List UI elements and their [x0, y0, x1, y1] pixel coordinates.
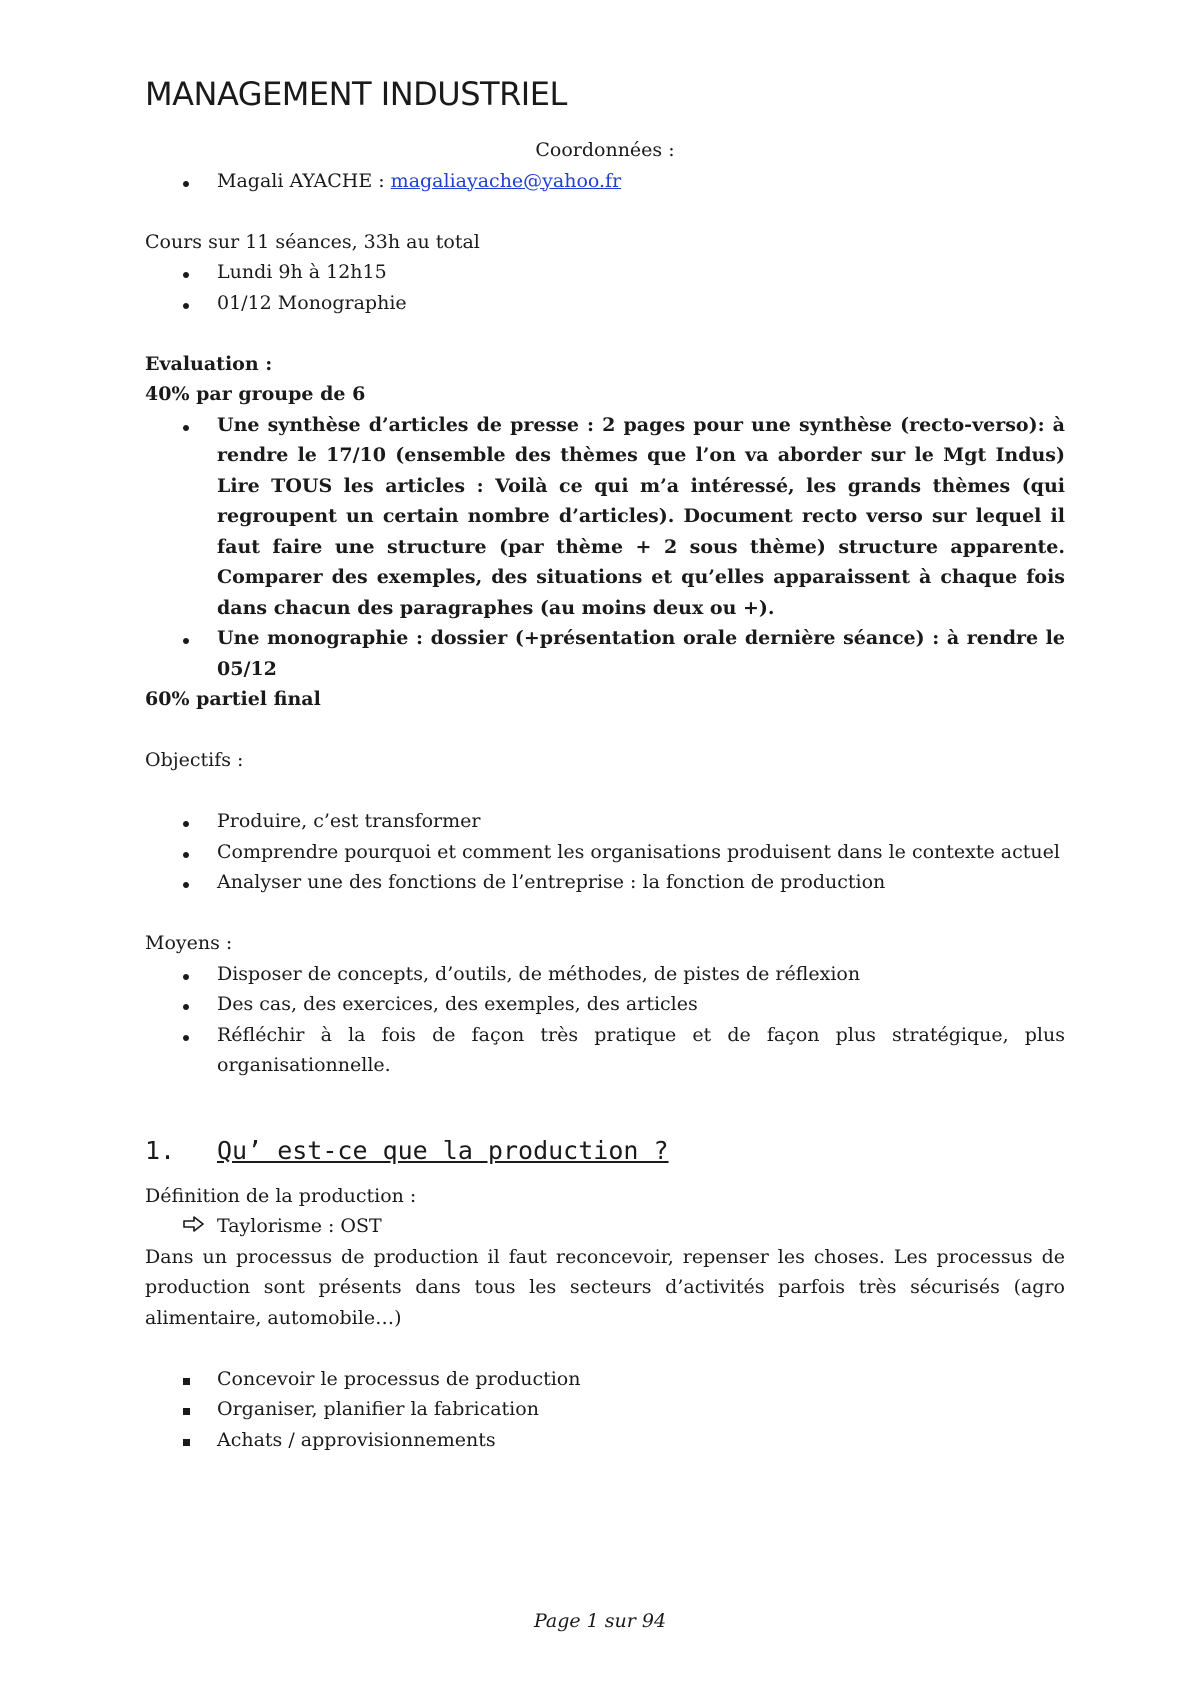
list-item: Concevoir le processus de production [145, 1364, 1065, 1395]
bullet-square-icon [183, 1364, 203, 1395]
section-title: Qu’ est-ce que la production ? [217, 1135, 669, 1165]
email-link[interactable]: magaliayache@yahoo.fr [390, 169, 622, 192]
list-item: Des cas, des exercices, des exemples, des articles [145, 989, 1065, 1020]
bullet-dot-icon [183, 623, 203, 654]
contact-heading: Coordonnées : [535, 139, 675, 161]
list-item: 01/12 Monographie [145, 288, 1065, 319]
bullet-dot-icon [183, 867, 203, 898]
bullet-dot-icon [183, 1020, 203, 1051]
document-title: MANAGEMENT INDUSTRIEL [145, 75, 567, 113]
list-item: Disposer de concepts, d’outils, de méthodes, de pistes de réflexion [145, 959, 1065, 990]
bullet-dot-icon [183, 959, 203, 990]
evaluation-final: 60% partiel final [145, 688, 321, 710]
section-heading [145, 1131, 1065, 1171]
bullet-dot-icon [183, 837, 203, 868]
objectifs-heading: Objectifs : [145, 749, 244, 771]
contact-name: Magali AYACHE : [217, 169, 391, 192]
bullet-dot-icon [183, 410, 203, 441]
course-intro: Cours sur 11 séances, 33h au total [145, 230, 480, 253]
evaluation-group: 40% par groupe de 6 [145, 383, 366, 405]
definition-label: Définition de la production : [145, 1184, 417, 1207]
list-item: Une synthèse d’articles de presse : 2 pages pour une synthèse (recto-verso): à rendre le 17/10 (ensemble des thèmes que l’on va aborder sur le Mgt Indus) Lire TOUS les articles : Voilà ce qui m’a intéressé, les grands thèmes (qui regroupent un certain nombre d’articles). Document recto verso sur lequel il faut faire une structure (par thème + 2 sous thème) structure apparente. Comparer des exemples, des situations et qu’elles apparaissent à chaque fois dans chacun des paragraphes (au moins deux ou +). [145, 410, 1065, 624]
list-item: Comprendre pourquoi et comment les organisations produisent dans le contexte actuel [145, 837, 1065, 868]
arrow-item: Taylorisme : OST [145, 1211, 1065, 1242]
page-content [145, 70, 1065, 1455]
bullet-square-icon [183, 1425, 203, 1456]
bullet-dot-icon [183, 288, 203, 319]
list-item: Une monographie : dossier (+présentation orale dernière séance) : à rendre le 05/12 [145, 623, 1065, 684]
list-item: Organiser, planifier la fabrication [145, 1394, 1065, 1425]
contact-item [145, 166, 1065, 197]
moyens-heading: Moyens : [145, 932, 233, 954]
evaluation-heading: Evaluation : [145, 352, 273, 375]
list-item: Achats / approvisionnements [145, 1425, 1065, 1456]
section-paragraph: Dans un processus de production il faut reconcevoir, repenser les choses. Les processus de production sont présents dans tous les secteurs d’activités parfois très sécurisés (agro alimentaire, automobile…) [145, 1245, 1065, 1329]
bullet-dot-icon [183, 989, 203, 1020]
arrow-right-icon [183, 1211, 217, 1242]
section-number: 1. [145, 1135, 176, 1165]
list-item: Produire, c’est transformer [145, 806, 1065, 837]
bullet-square-icon [183, 1394, 203, 1425]
list-item: Réfléchir à la fois de façon très pratique et de façon plus stratégique, plus organisationnelle. [145, 1020, 1065, 1081]
bullet-dot-icon [183, 166, 203, 197]
page-footer: Page 1 sur 94 [533, 1610, 667, 1632]
list-item: Lundi 9h à 12h15 [145, 257, 1065, 288]
list-item: Analyser une des fonctions de l’entreprise : la fonction de production [145, 867, 1065, 898]
bullet-dot-icon [183, 257, 203, 288]
bullet-dot-icon [183, 806, 203, 837]
